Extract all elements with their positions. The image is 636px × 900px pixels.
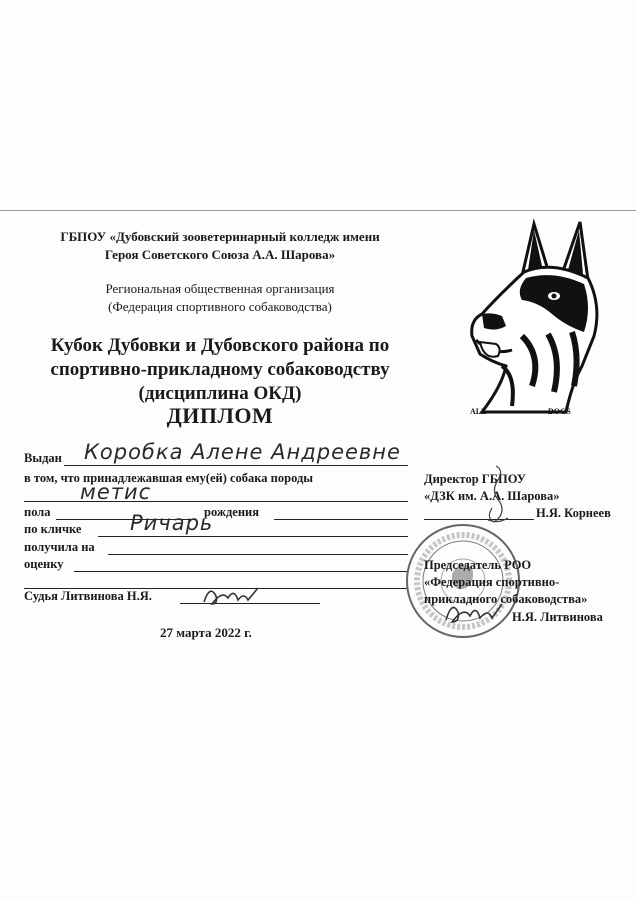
chairman-title-3: прикладного собаководства» xyxy=(424,592,588,606)
received-label: получила на xyxy=(24,540,95,554)
director-name: Н.Я. Корнеев xyxy=(536,506,611,520)
page-top-edge xyxy=(0,210,636,211)
grade-label: оценку xyxy=(24,557,64,571)
issued-handwritten-name: Коробка Алене Андреевне xyxy=(84,440,401,464)
nickname-handwritten-value: Ричарь xyxy=(130,511,214,535)
dog-logo xyxy=(462,216,608,418)
director-title-2: «ДЗК им. А.А. Шарова» xyxy=(424,489,560,503)
birth-label: рождения xyxy=(204,505,259,519)
sex-label: пола xyxy=(24,505,51,519)
director-title-1: Директор ГБПОУ xyxy=(424,472,526,486)
nickname-line xyxy=(98,536,408,537)
judge-signature-icon xyxy=(200,582,270,608)
cup-title-line-3: (дисциплина ОКД) xyxy=(138,383,302,404)
college-line-2: Героя Советского Союза А.А. Шарова» xyxy=(104,247,336,262)
cup-title xyxy=(10,334,430,406)
org-line-2: (Федерация спортивного собаководства) xyxy=(108,299,332,314)
chairman-name: Н.Я. Литвинова xyxy=(512,610,603,624)
cup-title-line-1: Кубок Дубовки и Дубовского района по xyxy=(50,335,390,356)
director-signature-icon xyxy=(478,462,514,526)
grade-line xyxy=(74,571,408,572)
judge-label: Судья Литвинова Н.Я. xyxy=(24,589,152,603)
breed-handwritten-value: метис xyxy=(80,480,152,504)
issued-label: Выдан xyxy=(24,451,62,465)
logo-left-text: ALL xyxy=(470,407,487,416)
logo-right-text: DOGS xyxy=(548,407,571,416)
german-shepherd-icon xyxy=(462,216,608,418)
college-line-1: ГБПОУ «Дубовский зооветеринарный колледж имени xyxy=(60,229,380,244)
birth-line xyxy=(274,519,408,520)
issued-line xyxy=(64,465,408,466)
nickname-label: по кличке xyxy=(24,522,82,536)
breed-label: в том, что принадлежавшая ему(ей) собака породы xyxy=(24,471,314,485)
received-line xyxy=(108,554,408,555)
org-line-1: Региональная общественная организация xyxy=(105,281,335,296)
chairman-title-2: «Федерация спортивно- xyxy=(424,575,560,589)
college-name xyxy=(10,228,430,264)
date-text: 27 марта 2022 г. xyxy=(160,625,252,640)
chairman-title-1: Председатель РОО xyxy=(424,558,532,572)
diploma-heading: ДИПЛОМ xyxy=(166,403,274,428)
organization-name xyxy=(10,280,430,316)
chairman-signature-icon xyxy=(440,596,508,628)
cup-title-line-2: спортивно-прикладному собаководству xyxy=(50,359,390,380)
